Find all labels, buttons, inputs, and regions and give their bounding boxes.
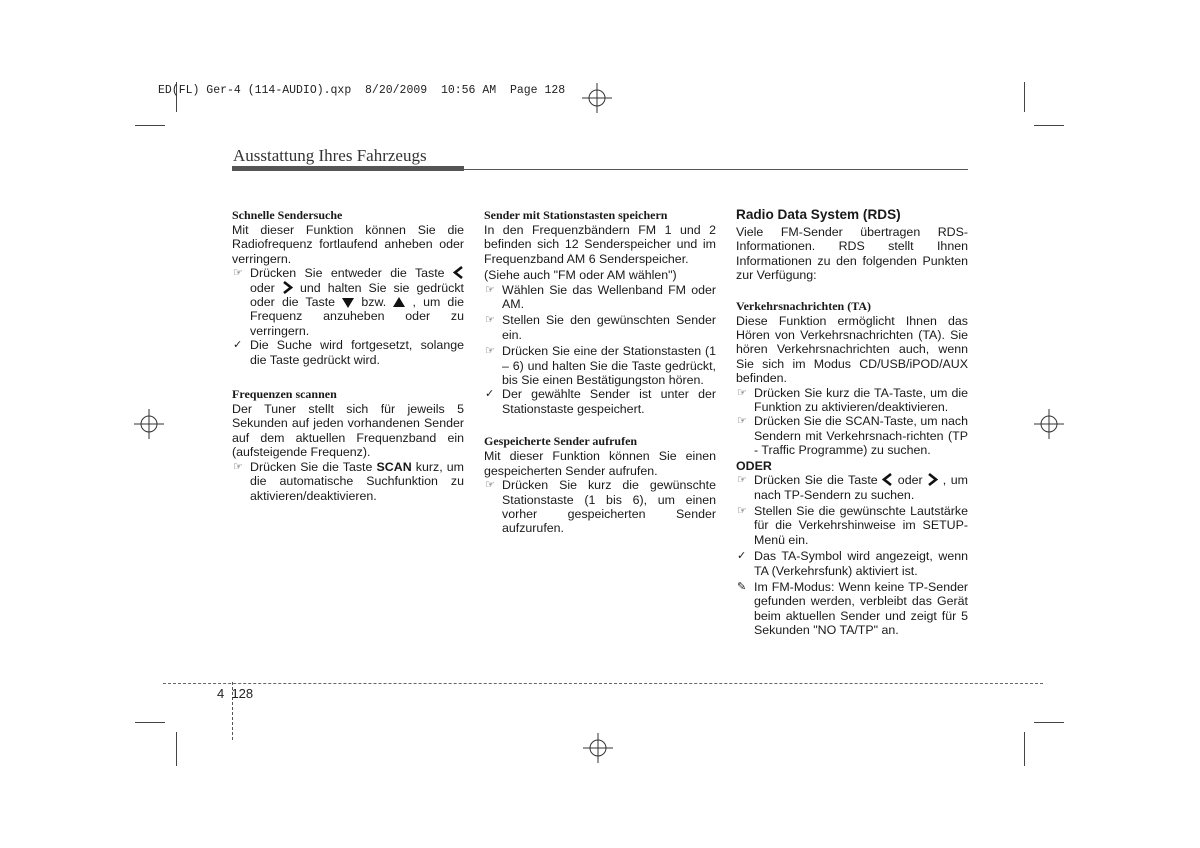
text: , um nach TP-Sendern zu suchen. [754,473,968,502]
paragraph: Mit dieser Funktion können Sie die Radiofrequenz fortlaufend anheben oder verringern. [232,223,464,266]
check-icon: ✓ [737,550,747,563]
hand-pointer-icon: ☞ [485,479,495,492]
text: oder [250,280,275,295]
hand-pointer-icon: ☞ [737,415,747,428]
crop-mark [176,732,177,766]
check-icon: ✓ [485,388,495,401]
triangle-up-icon [393,297,405,308]
section-title: Ausstattung Ihres Fahrzeugs [233,146,427,165]
column-3 [736,207,968,638]
text: Der gewählte Sender ist unter der Stationstaste gespeichert. [502,387,716,416]
oder-label: ODER [736,458,772,473]
crop-mark [1034,125,1064,126]
heading-frequenzen-scannen: Frequenzen scannen [232,387,337,402]
text: bzw. [361,295,387,310]
header-rule-thin [464,169,968,170]
list-item [484,313,716,342]
text: Drücken Sie eine der Stationstasten (1 – 6) und halten Sie die Taste gedrückt, bis Sie einen Bestätigungston hören. [502,344,716,388]
chevron-right-icon [927,473,938,486]
print-slug: ED(FL) Ger-4 (114-AUDIO).qxp 8/20/2009 10:56 AM Page 128 [158,84,566,97]
list-item [736,386,968,415]
hand-pointer-icon: ☞ [737,474,747,487]
header-rule-thick [232,166,464,171]
text: Im FM-Modus: Wenn keine TP-Sender gefunden werden, verbleibt das Gerät beim aktuellen Sender und zeigt für 5 Sekunden "NO TA/TP" an. [754,579,968,638]
list-item [736,473,968,502]
list-item [736,549,968,578]
list-item [736,504,968,547]
triangle-down-icon [342,297,354,308]
hand-pointer-icon: ☞ [737,504,747,517]
text: Stellen Sie den gewünschten Sender ein. [502,313,716,342]
text: kurz, um die automatische Suchfunktion zu aktivieren/deaktivieren. [250,459,464,503]
check-icon: ✓ [233,339,243,352]
hand-pointer-icon: ☞ [485,345,495,358]
paragraph: Der Tuner stellt sich für jeweils 5 Sekunden auf jeden vorhandenen Sender auf dem aktuellen Frequenzband ein (aufsteigende Frequenz). [232,402,464,460]
crop-mark [1024,732,1025,766]
heading-rds: Radio Data System (RDS) [736,207,901,222]
note-icon: ✎ [737,580,747,593]
text: Drücken Sie die SCAN-Taste, um nach Sendern mit Verkehrsnach-richten (TP - Traffic Programme) zu suchen. [754,414,968,458]
chevron-left-icon [453,266,464,279]
footer-dashed-rule [163,683,1043,684]
list-item [736,580,968,638]
heading-verkehrsnachrichten: Verkehrsnachrichten (TA) [736,298,871,313]
paragraph: Diese Funktion ermöglicht Ihnen das Hören von Verkehrsnachrichten (TA). Sie hören Verkehrsnachrichten auch, wenn Sie sich im Modus CD/USB/iPOD/AUX befinden. [736,313,968,386]
list-item [484,283,716,312]
list-item [484,387,716,416]
text: oder [897,473,923,488]
list-item [232,338,464,367]
registration-mark-icon [1034,409,1064,439]
crop-mark [1034,722,1064,723]
text: und halten Sie sie gedrückt oder die Taste [250,280,464,310]
text: Die Suche wird fortgesetzt, solange die Taste gedrückt wird. [250,338,464,367]
registration-mark-icon [134,409,164,439]
column-2 [484,208,716,536]
paragraph: (Siehe auch "FM oder AM wählen") [484,268,677,283]
registration-mark-icon [583,733,613,763]
text: Drücken Sie die Taste [250,459,373,474]
text: Wählen Sie das Wellenband FM oder AM. [502,282,716,312]
text: Stellen Sie die gewünschte Lautstärke für die Verkehrshinweise im SETUP-Menü ein. [754,503,968,547]
list-item [736,414,968,457]
chevron-right-icon [282,281,293,294]
list-item [232,266,464,338]
page-number: 4 128 [217,686,254,701]
scan-key-label: SCAN [376,459,412,474]
hand-pointer-icon: ☞ [485,314,495,327]
text: , um die Frequenz anzuheben oder zu verringern. [250,295,464,338]
paragraph: Viele FM-Sender übertragen RDS-Informationen. RDS stellt Ihnen Informationen zu den folgenden Punkten zur Verfügung: [736,225,968,283]
text: Drücken Sie die Taste [754,473,878,488]
hand-pointer-icon: ☞ [737,386,747,399]
crop-mark [135,722,165,723]
text: Drücken Sie kurz die gewünschte Stationstaste (1 bis 6), um einen vorher gespeicherten Sender aufzurufen. [502,478,716,536]
registration-mark-icon [582,83,612,113]
column-1 [232,208,464,503]
paragraph: In den Frequenzbändern FM 1 und 2 befinden sich 12 Senderspeicher und im Frequenzband AM 6 Senderspeicher. [484,223,716,266]
text: Das TA-Symbol wird angezeigt, wenn TA (Verkehrsfunk) aktiviert ist. [754,549,968,578]
list-item [484,344,716,387]
paragraph: Mit dieser Funktion können Sie einen gespeicherten Sender aufrufen. [484,449,716,478]
hand-pointer-icon: ☞ [485,283,495,296]
list-item [232,460,464,503]
text: Drücken Sie entweder die Taste [250,266,445,281]
chevron-left-icon [882,473,893,486]
text: Drücken Sie kurz die TA-Taste, um die Funktion zu aktivieren/deaktivieren. [754,385,968,415]
heading-sender-speichern: Sender mit Stationstasten speichern [484,208,668,222]
crop-mark [1024,82,1025,112]
hand-pointer-icon: ☞ [233,460,243,473]
hand-pointer-icon: ☞ [233,267,243,280]
heading-sender-aufrufen: Gespeicherte Sender aufrufen [484,434,638,449]
list-item [484,478,716,536]
crop-mark [135,125,165,126]
heading-schnelle-sendersuche: Schnelle Sendersuche [232,208,343,222]
